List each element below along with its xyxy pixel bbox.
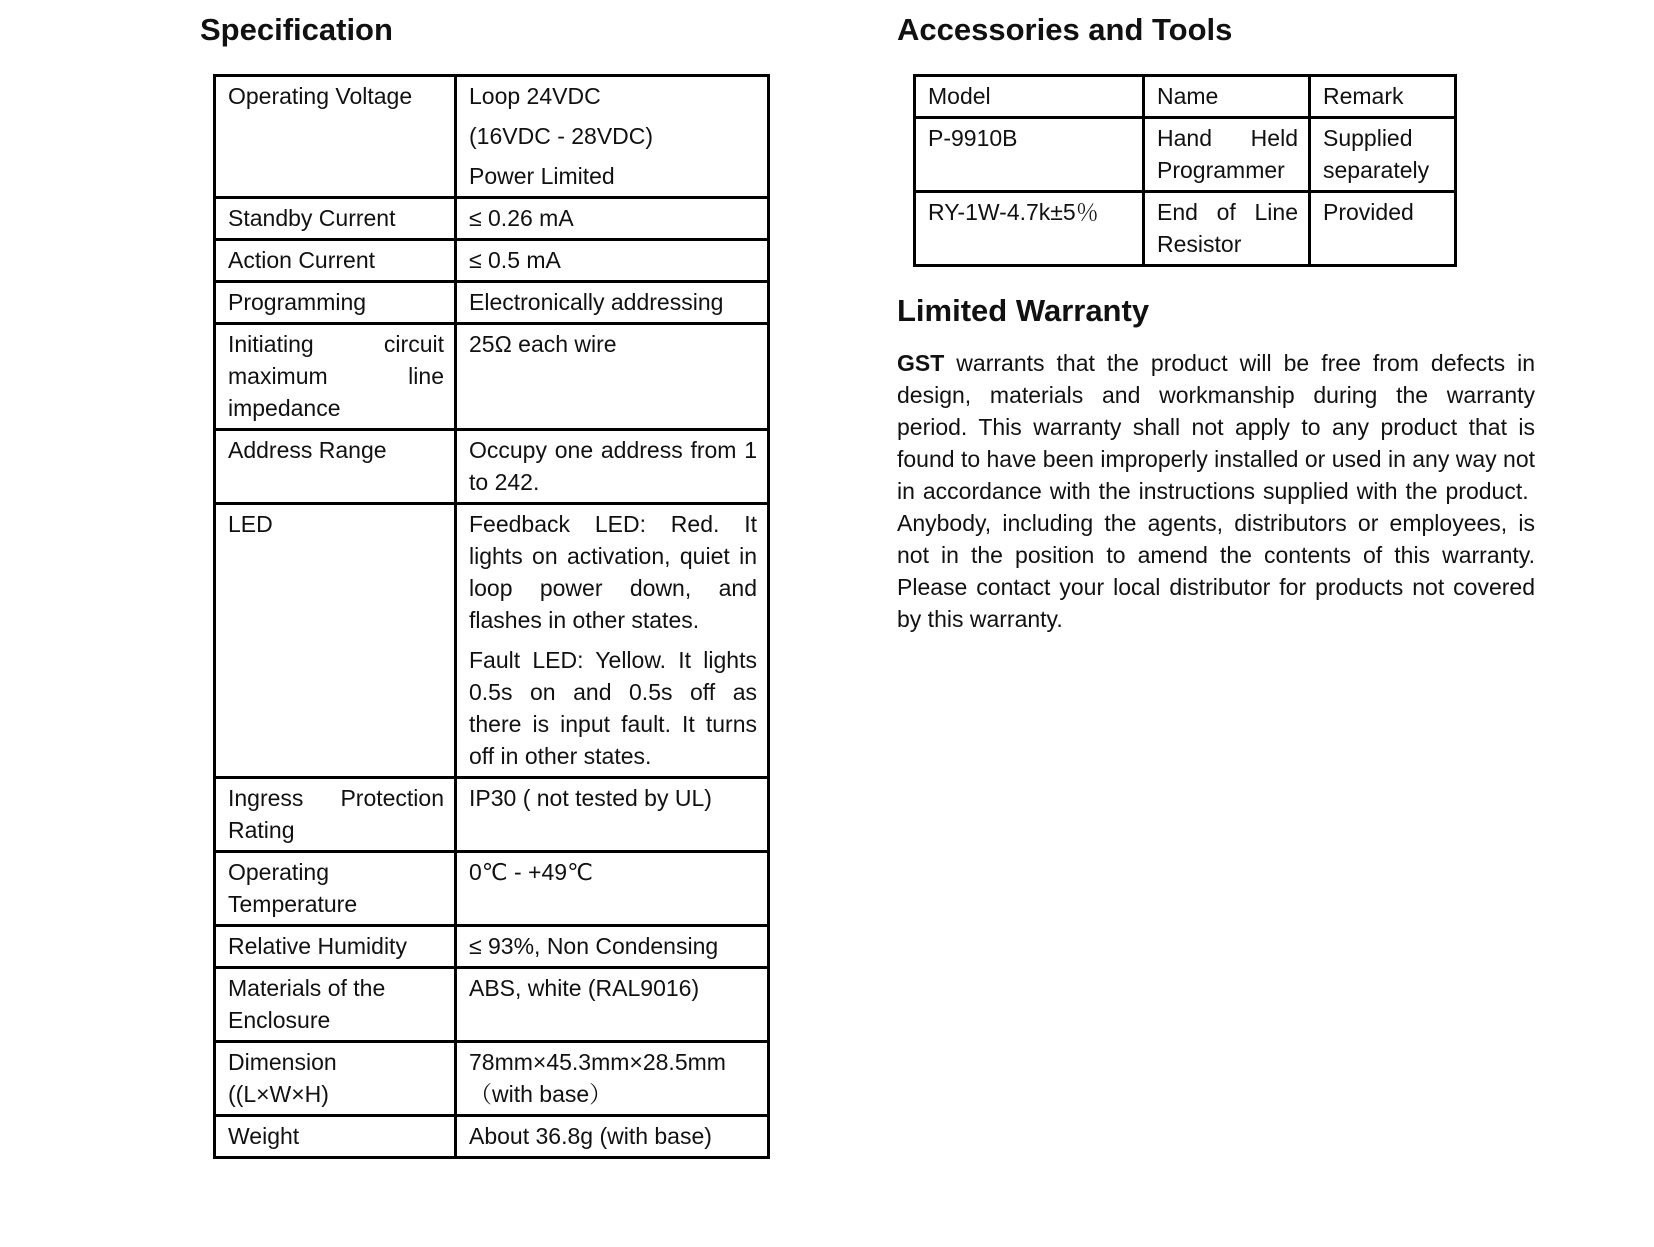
spec-label-cell (215, 324, 456, 430)
table-row (215, 198, 769, 240)
accessories-table (913, 74, 1457, 267)
spec-label: Weight (228, 1123, 300, 1149)
spec-table (213, 74, 770, 1159)
spec-value-line: Occupy one address from 1 to 242. (469, 437, 757, 495)
remark-cell: Provided (1310, 192, 1456, 266)
spec-label-line: ((L×W×H) (228, 1081, 329, 1107)
spec-value-line: 0℃ - +49℃ (469, 859, 593, 885)
model-cell: RY-1W-4.7k±5％ (915, 192, 1144, 266)
table-row (215, 282, 769, 324)
remark-cell: Supplied separately (1310, 118, 1456, 192)
warranty-lead: GST (897, 350, 945, 376)
spec-label: Action Current (228, 247, 376, 273)
spec-value-line: (16VDC - 28VDC) (469, 123, 654, 149)
table-row (215, 968, 769, 1042)
spec-label-cell (215, 778, 456, 852)
spec-value-cell (456, 504, 769, 778)
table-row (915, 118, 1456, 192)
warranty-body-text: warrants that the product will be free from defects in design, materials and workmanship during the warranty period. This warranty shall not apply to any product that is found to have been improperly installed or used in any way not in accordance with the instructions supplied with the product. Anybody, including the agents, distributors or employees, is not in the position to amend the contents of this warranty. Please contact your local distributor for products not covered by this warranty. (897, 350, 1536, 632)
spec-label-cell (215, 852, 456, 926)
spec-value-line: 25Ω each wire (469, 331, 617, 357)
table-row (215, 430, 769, 504)
spec-label-cell (215, 926, 456, 968)
spec-label: LED (228, 511, 273, 537)
spec-value-cell (456, 778, 769, 852)
warranty-paragraph (897, 347, 1535, 635)
table-row (215, 1042, 769, 1116)
accessories-heading: Accessories and Tools (897, 12, 1233, 47)
spec-label-cell (215, 240, 456, 282)
model-cell: P-9910B (915, 118, 1144, 192)
right-column (897, 12, 1542, 635)
spec-label-cell (215, 282, 456, 324)
spec-label-cell (215, 430, 456, 504)
spec-label: Operating Temperature (228, 859, 358, 917)
spec-value-cell (456, 1042, 769, 1116)
spec-label-cell (215, 1042, 456, 1116)
spec-value-paragraph: Fault LED: Yellow. It lights 0.5s on and 0.5s off as there is input fault. It turns off in other states. (469, 647, 757, 769)
spec-value-line: （with base） (469, 1081, 613, 1107)
column-header-model: Model (915, 76, 1144, 118)
column-header-remark: Remark (1310, 76, 1456, 118)
spec-value-line: Loop 24VDC (469, 83, 601, 109)
spec-label: Address Range (228, 437, 387, 463)
spec-label: Initiating circuit maximum line impedance (228, 331, 444, 421)
spec-label-cell (215, 504, 456, 778)
table-header-row (915, 76, 1456, 118)
spec-label-line: Dimension (228, 1049, 337, 1075)
table-row (215, 926, 769, 968)
column-header-name: Name (1144, 76, 1310, 118)
spec-label: Ingress Protection Rating (228, 785, 444, 843)
table-row (215, 1116, 769, 1158)
spec-value-line: Electronically addressing (469, 289, 724, 315)
spec-value-cell (456, 1116, 769, 1158)
warranty-heading: Limited Warranty (897, 293, 1150, 328)
table-row (215, 778, 769, 852)
spec-label: Standby Current (228, 205, 396, 231)
table-row (215, 504, 769, 778)
spec-label: Operating Voltage (228, 83, 413, 109)
spec-value-cell (456, 926, 769, 968)
spec-value-cell (456, 324, 769, 430)
spec-label: Materials of the Enclosure (228, 975, 386, 1033)
spec-value-cell (456, 430, 769, 504)
spec-value-cell (456, 852, 769, 926)
spec-value-line: ≤ 0.26 mA (469, 205, 574, 231)
specification-section (200, 12, 820, 1159)
spec-label-cell (215, 1116, 456, 1158)
spec-value-line: ≤ 93%, Non Condensing (469, 933, 719, 959)
spec-value-line: ABS, white (RAL9016) (469, 975, 700, 1001)
spec-value-cell (456, 968, 769, 1042)
spec-label: Relative Humidity (228, 933, 407, 959)
spec-value-cell (456, 282, 769, 324)
table-row (915, 192, 1456, 266)
table-row (215, 76, 769, 198)
name-cell: End of Line Resistor (1144, 192, 1310, 266)
spec-value-line: IP30 ( not tested by UL) (469, 785, 712, 811)
spec-label-cell (215, 968, 456, 1042)
spec-value-cell (456, 198, 769, 240)
table-row (215, 240, 769, 282)
spec-value-paragraph: Feedback LED: Red. It lights on activation, quiet in loop power down, and flashes in other states. (469, 511, 757, 633)
specification-heading: Specification (200, 12, 393, 47)
spec-value-line: 78mm×45.3mm×28.5mm (469, 1049, 726, 1075)
name-cell: Hand Held Programmer (1144, 118, 1310, 192)
spec-value-line: Power Limited (469, 163, 615, 189)
spec-label: Programming (228, 289, 367, 315)
table-row (215, 852, 769, 926)
spec-value-line: ≤ 0.5 mA (469, 247, 561, 273)
spec-label-cell (215, 76, 456, 198)
spec-value-cell (456, 76, 769, 198)
spec-value-cell (456, 240, 769, 282)
table-row (215, 324, 769, 430)
spec-label-cell (215, 198, 456, 240)
spec-value-line: About 36.8g (with base) (469, 1123, 712, 1149)
